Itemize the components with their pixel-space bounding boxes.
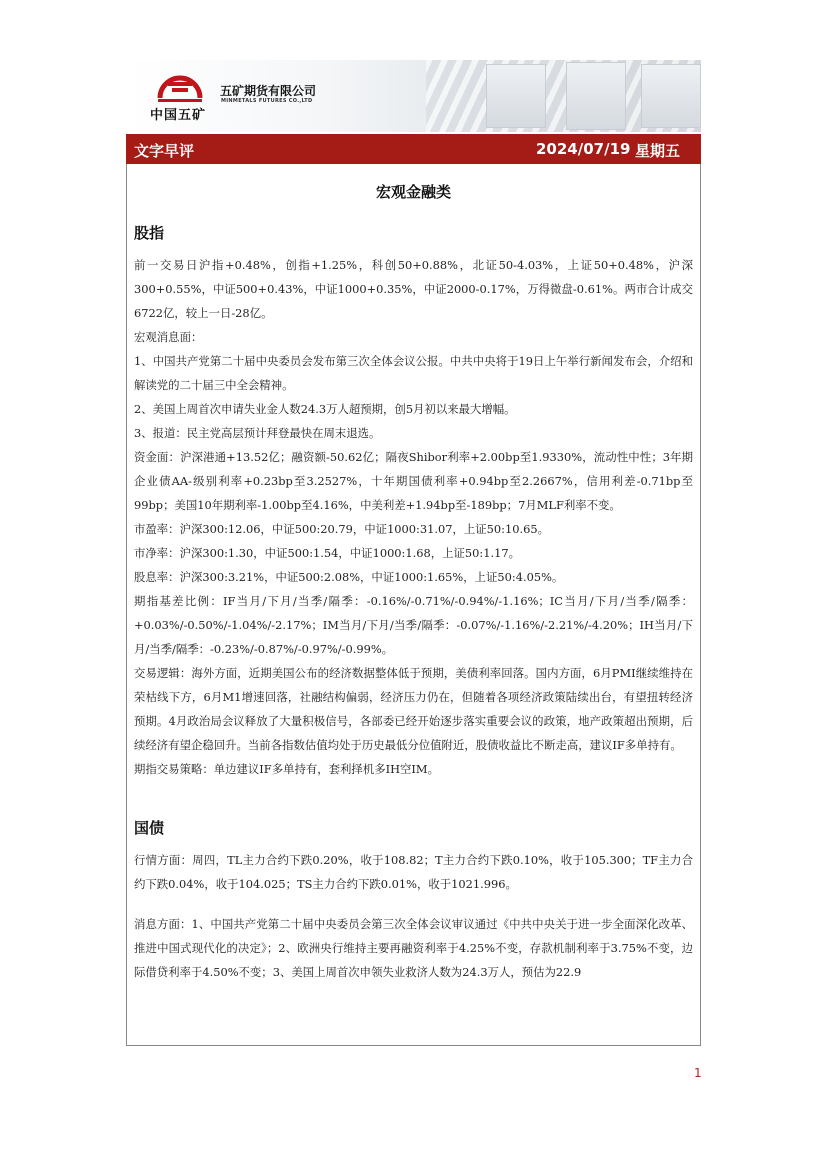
report-body: [126, 164, 701, 1046]
macro-news-item: 1、中国共产党第二十届中央委员会发布第三次全体会议公报。中共中央将于19日上午举行新闻发布会，介绍和解读党的二十届三中全会精神。: [134, 354, 693, 392]
building-graphic: [486, 64, 546, 128]
macro-news-label: 宏观消息面：: [134, 330, 203, 344]
header-banner: [126, 60, 701, 132]
pe-ratio-paragraph: 市盈率：沪深300:12.06，中证500:20.79，中证1000:31.07，上证50:10.65。: [134, 522, 550, 536]
basis-ratio-paragraph: 期指基差比例：IF当月/下月/当季/隔季：-0.16%/-0.71%/-0.94%/-1.16%；IC当月/下月/当季/隔季：+0.03%/-0.50%/-1.04%/-2.17%；IM当月/下月/当季/隔季：-0.07%/-1.16%/-2.21%/-4.20%；IH当月/下月/当季/隔季：-0.23%/-0.87%/-0.97%/-0.99%。: [134, 594, 693, 656]
bond-news-paragraph: 消息方面：1、中国共产党第二十届中央委员会第三次全体会议审议通过《中共中央关于进一步全面深化改革、推进中国式现代化的决定》；2、欧洲央行维持主要再融资利率于4.25%不变，存款机制利率于3.75%不变，边际借贷利率于4.50%不变；3、美国上周首次申领失业救济人数为24.3万人，预估为22.9: [134, 917, 693, 979]
macro-news-item: 2、美国上周首次申请失业金人数24.3万人超预期，创5月初以来最大增幅。: [134, 402, 516, 416]
report-weekday: 星期五: [635, 142, 681, 160]
pb-ratio-paragraph: 市净率：沪深300:1.30，中证500:1.54，中证1000:1.68，上证50:1.17。: [134, 546, 521, 560]
section-title: 宏观金融类: [375, 183, 451, 201]
trading-logic-paragraph: 交易逻辑：海外方面，近期美国公布的经济数据整体低于预期，美债利率回落。国内方面，6月PMI继续维持在荣枯线下方，6月M1增速回落，社融结构偏弱，经济压力仍在，但随着各项经济政策陆续出台，有望扭转经济预期。4月政治局会议释放了大量积极信号，各部委已经开始逐步落实重要会议的政策，地产政策超出预期，后续经济有望企稳回升。当前各指数估值均处于历史最低分位值附近，股债收益比不断走高，建议IF多单持有。: [134, 666, 693, 752]
company-name: 五矿期货有限公司: [220, 84, 317, 98]
dividend-yield-paragraph: 股息率：沪深300:3.21%，中证500:2.08%，中证1000:1.65%，上证50:4.05%。: [134, 570, 564, 584]
building-graphic: [641, 64, 701, 128]
trading-strategy-paragraph: 期指交易策略：单边建议IF多单持有，套利择机多IH空IM。: [134, 762, 439, 776]
stock-index-heading: 股指: [134, 224, 165, 242]
logo-text: 中国五矿: [150, 108, 207, 123]
treasury-heading: 国债: [134, 819, 165, 837]
report-title: 文字早评: [134, 142, 195, 160]
report-date: 2024/07/19: [536, 140, 631, 158]
market-summary: 前一交易日沪指+0.48%，创指+1.25%，科创50+0.88%，北证50-4.03%，上证50+0.48%，沪深300+0.55%，中证500+0.43%，中证1000+0.35%，中证2000-0.17%，万得微盘-0.61%。两市合计成交6722亿，较上一日-28亿。: [134, 258, 693, 320]
macro-news-item: 3、报道：民主党高层预计拜登最快在周末退选。: [134, 426, 381, 440]
funding-paragraph: 资金面：沪深港通+13.52亿；融资额-50.62亿；隔夜Shibor利率+2.00bp至1.9330%，流动性中性；3年期企业债AA-级别利率+0.23bp至3.2527%，十年期国债利率+0.94bp至2.2667%，信用利差-0.71bp至99bp；美国10年期利率-1.00bp至4.16%，中美利差+1.94bp至-189bp；7月MLF利率不变。: [134, 450, 693, 512]
company-name-en: MINMETALS FUTURES CO.,LTD: [221, 98, 313, 104]
title-bar: [126, 134, 701, 164]
bond-market-paragraph: 行情方面：周四，TL主力合约下跌0.20%，收于108.82；T主力合约下跌0.10%，收于105.300；TF主力合约下跌0.04%，收于104.025；TS主力合约下跌0.01%，收于1021.996。: [134, 853, 693, 891]
page-number: 1: [694, 1066, 702, 1080]
building-graphic: [566, 62, 626, 130]
